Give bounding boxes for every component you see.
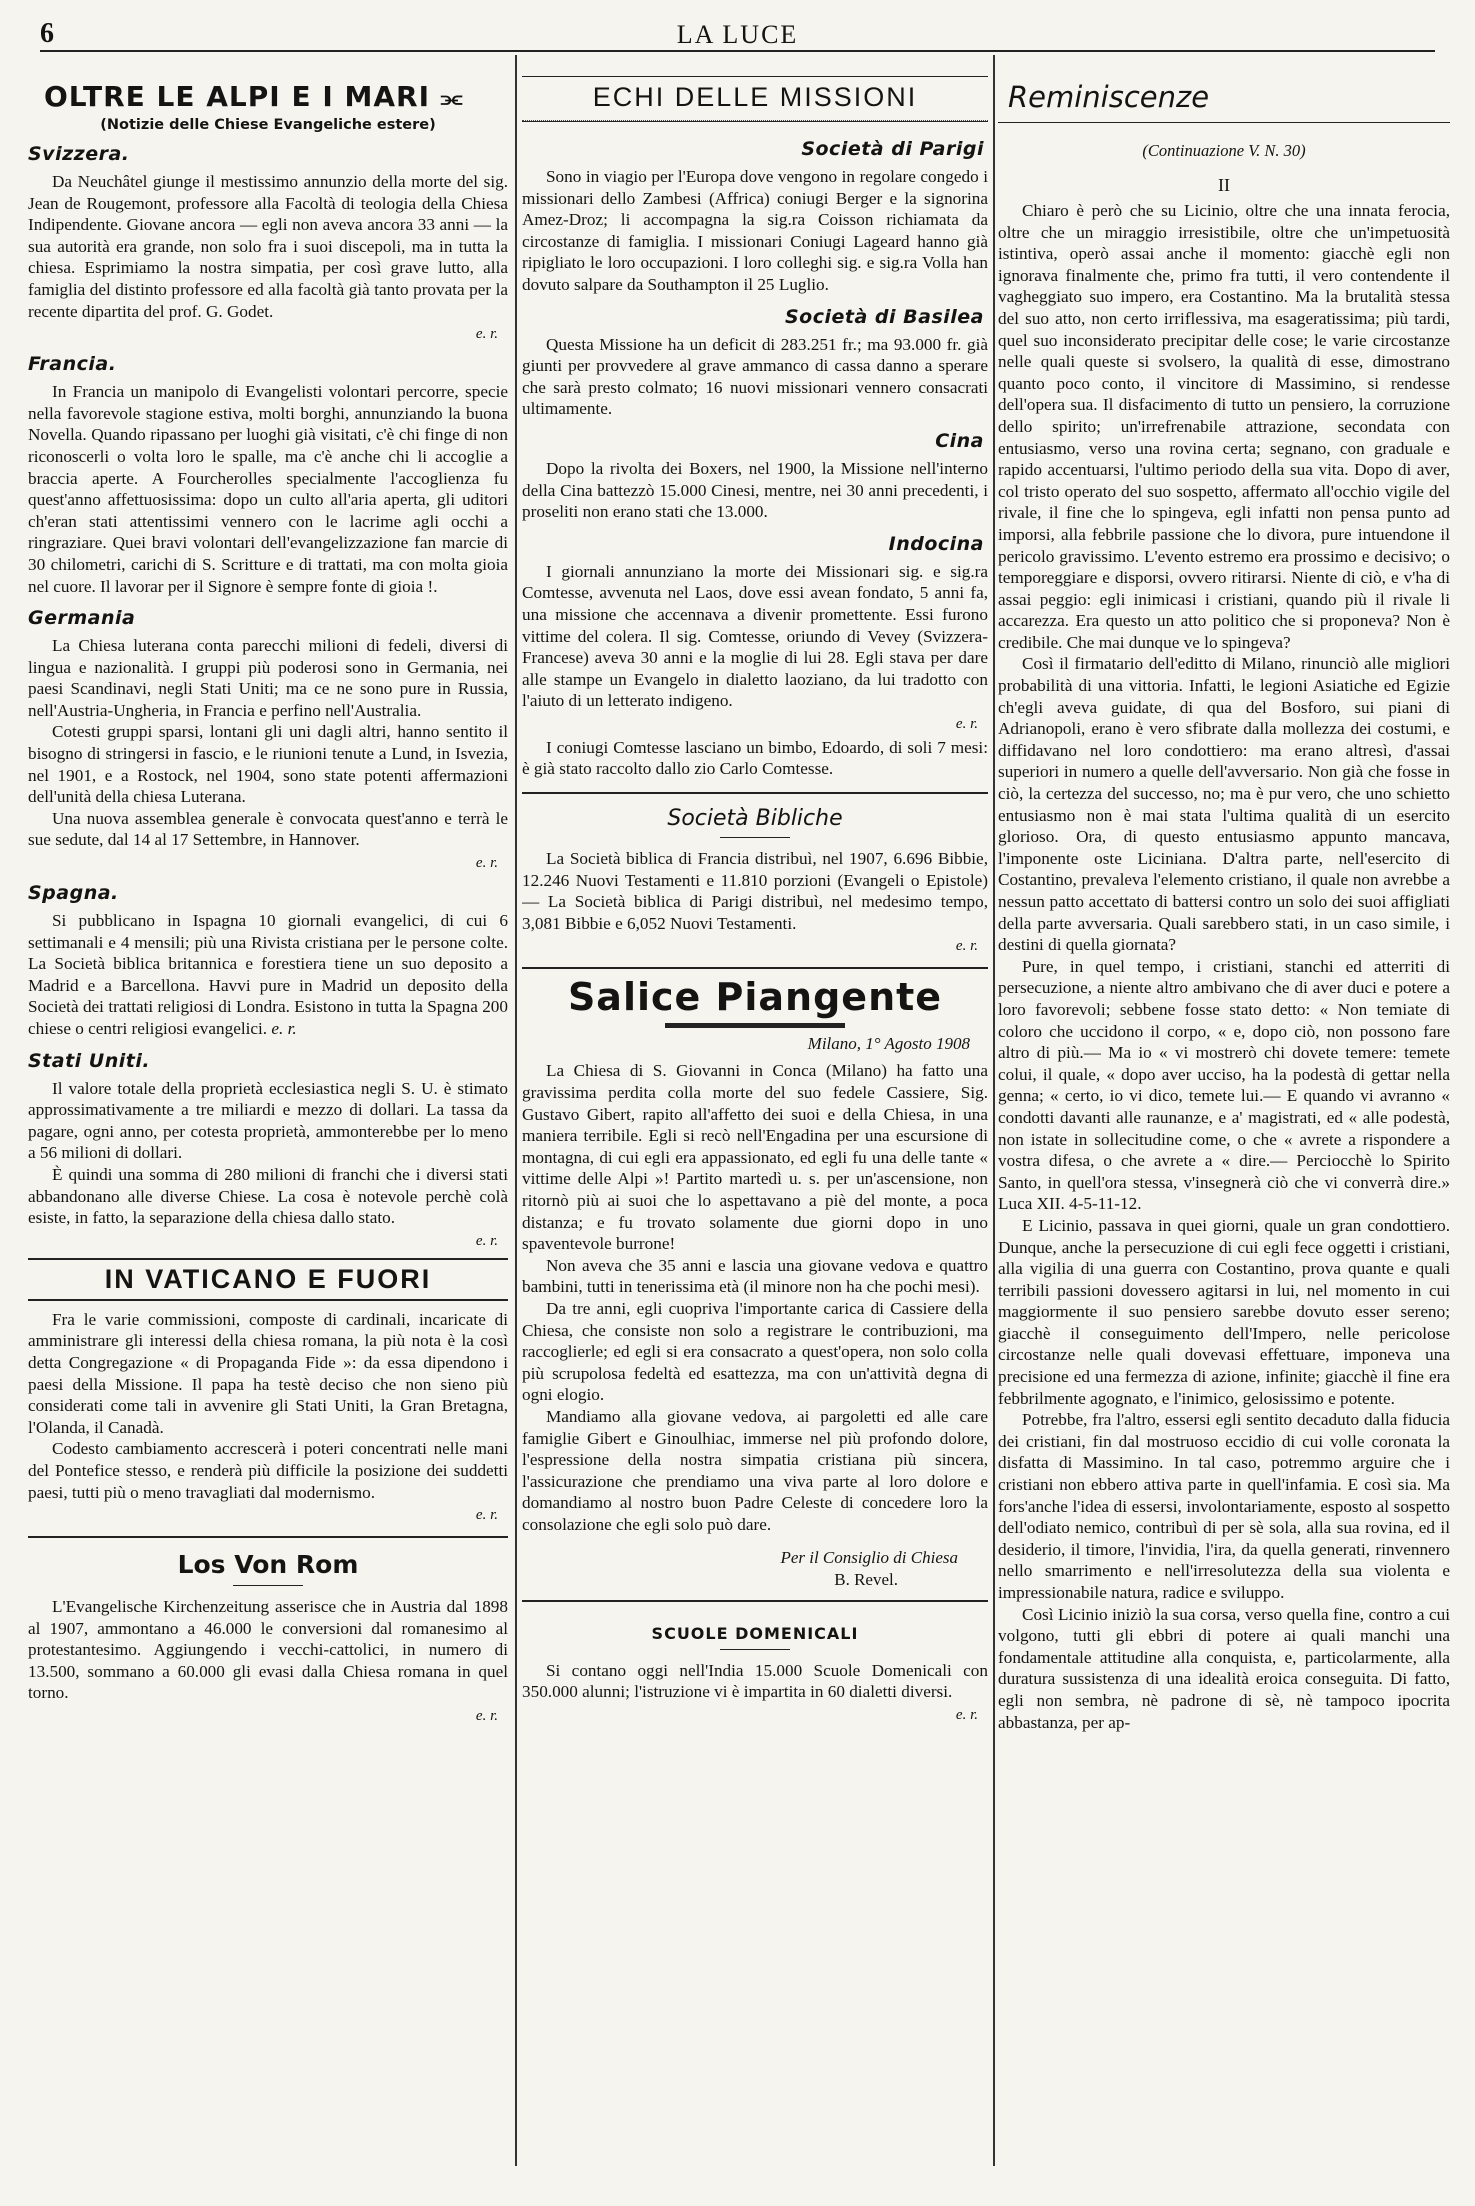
section-rule [522,967,988,969]
article-germania-p2: Cotesti gruppi sparsi, lontani gli uni dagli altri, hanno sentito il bisogno di stringersi in fascio, e le riunioni tenute a Lund, in Isvezia, nel 1901, e a Rostock, nel 1904, sono state potenti affermazioni dell'unità della chiesa Luterana. [28,722,508,807]
heading-basilea: Società di Basilea [785,305,984,328]
heading-indocina: Indocina [888,532,984,555]
signature: e. r. [955,938,978,955]
signoff: Per il Consiglio di Chiesa [780,1547,958,1567]
article-salice-p3: Da tre anni, egli cuopriva l'importante carica di Cassiere della Chiesa, che consiste non solo a registrare le contribuzioni, ma raccoglierle; ed egli si era consacrato a quest'opera, non solo colla più scrupolosa fedeltà ed esattezza, ma con un'attività degna di ogni elogio. [522,1298,988,1405]
signature: e. r. [475,1232,498,1249]
article-reminiscenze-p1: Chiaro è però che su Licinio, oltre che una innata ferocia, oltre che un miraggio irresistibile, oltre che un'impetuosità istintiva, operò assai anche il momento: giacchè egli non ignorava finalmente che, primo fra tutti, il vero contendente il vagheggiato suo impero, era Costantino. Ma la brutalità stessa del suo atto, non certo irriflessiva, ma esageratissima; più tardi, quel suo inconsiderato precipitar delle cose; le varie circostanze nelle quali queste si svolsero, la qualità di esse, dimostrano quanto poco conto, il vincitore di Massimino, si rendesse dell'opera sua. Il disfacimento di tutto un pensiero, la corruzione dello spirito; un'irrefrenabile attrazione, secondata con entusiasmo, verso una rovina certa; segnano, con graduale e rapido accentuarsi, l'ultimo periodo della sua vita. Dopo di aver, col tristo operato del suo sospetto, affermato all'occhio vigile del rivale, il fine che lo spingeva, egli infatti non pensa punto ad imporsi, alla febbrile passione che lo divora, pure intuendone il pericolo gravissimo. L'evento estremo era prossimo e decisivo; o temporeggiare e disporsi, ovvero ritirarsi. Niente di ciò, e v'ha di assai peggio: egli inimicasi i cristiani, quando più il rivale li accarezza. Era questo un atto politico che si proponeva? Non è credibile. Che mai dunque ve lo spingeva? [998,201,1450,652]
article-reminiscenze-p5: Potrebbe, fra l'altro, essersi egli sentito decaduto dalla fiducia dei cristiani, fin dal mostruoso eccidio di cui volle coronata la disfatta di Massimino. In tal caso, potremmo arguire che i cristiani non ebbero attiva parte in quell'infamia. E così sia. Ma fors'anche l'idea di essersi, involontariamente, esposto al sospetto dell'odiato nemico, contribuì di per sè sola, alla sua rovina, ed il desiderio, il timore, l'invidia, l'ira, da quella generati, rinvennero nello smarrimento e nell'irresolutezza della sua violenta e impressionabile natura, radice e sviluppo. [998,1410,1450,1602]
section-rule [522,792,988,794]
section-rule [522,1600,988,1602]
article-salice-p1: La Chiesa di S. Giovanni in Conca (Milano) ha fatto una gravissima perdita colla morte del suo fedele Cassiere, Sig. Gustavo Gibert, rapito all'affetto dei suoi e della Chiesa, in una maniera terribile. Egli si recò nell'Engadina per una escursione di montagna, di cui egli era appassionato, ed egli fu una delle tante « vittime delle Alpi »! Partito martedì u. s. per un'ascensione, non ritornò più ai suoi che lo aspettavano a piè del monte, a poca distanza; e fu trovato solamente due giorni dopo in uno spaventevole burrone! [522,1061,988,1254]
article-reminiscenze-p6: Così Licinio iniziò la sua corsa, verso quella fine, contro a cui volgono, tutti gli ebbri di potere ai quali manchi una fondamentale attitudine alla conquista, e, particolarmente, alla duratura sussistenza di una idealità eroica conseguita. Di fatto, egli non sembra, nè padrone di sè, nè tampoco ipocrita abbastanza, per ap- [998,1604,1450,1732]
signature: e. r. [475,326,498,343]
article-societa-bibliche: La Società biblica di Francia distribuì, nel 1907, 6.696 Bibbie, 12.246 Nuovi Testamenti e 11.810 porzioni (Evangeli o Epistole) — La Società biblica di Parigi distribuì, nel medesimo tempo, 3,081 Bibbie e 6,052 Nuovi Testamenti. [522,849,988,933]
article-reminiscenze-p3: Pure, in quel tempo, i cristiani, stanchi ed atterriti di persecuzione, a niente altro ambivano che di aver duci e potere a loro favorevoli; sebbene fosse stato detto: « Non temiate di coloro che uccidono il corpo, « e, dopo ciò, non possono fare altro di più.— Ma io « vi mostrerò chi dovete temere: temete colui, il quale, « dopo aver ucciso, ha la podestà di gettar nella genna; « certo, io vi dico, temete lui.— E quando vi avranno « condotti davanti alle raunanze, e a' magistrati, ed « alle podestà, non istate in sollecitudine come, o che « avrete a rispondere a vostra difesa, o che avrete a « dire.— Perciocchè lo Spirito Santo, in quell'ora stessa, v'insegnerà ciò che vi converrà dire.» Luca XII. 4-5-11-12. [998,956,1450,1214]
article-indocina-p2: I coniugi Comtesse lasciano un bimbo, Edoardo, di soli 7 mesi: è già stato raccolto dallo zio Carlo Comtesse. [522,737,988,779]
heading-stati-uniti: Stati Uniti. [28,1049,151,1072]
section-title-echi: ECHI DELLE MISSIONI [522,77,988,121]
article-scuole: Si contano oggi nell'India 15.000 Scuole Domenicali con 350.000 alunni; l'istruzione vi è impartita in 60 dialetti diversi. [522,1660,988,1702]
article-indocina-p1: I giornali annunziano la morte dei Missionari sig. e sig.ra Comtesse, avvenuta nel Laos, dove essi avean fondato, 5 anni fa, una missione che accennava a divenir promettente. Essi furono vittime del colera. Il sig. Comtesse, oriundo di Vevey (Svizzera-Francese) aveva 30 anni e la moglie di lui 28. Egli stava per dare alle stampe un Evangelo in dialetto laoziano, da lui tradotto con l'aiuto di un letterato indigeno. [522,561,988,711]
article-stati-uniti-p1: Il valore totale della proprietà ecclesiastica negli S. U. è stimato approssimativamente a tre miliardi e mezzo di dollari. La tassa da pagare, ogni anno, per cotesta proprietà, ammonterebbe per lo meno a 56 milioni di dollari. [28,1078,508,1163]
dateline: Milano, 1° Agosto 1908 [807,1034,970,1054]
signature: e. r. [271,1019,297,1038]
page-number: 6 [40,18,54,49]
section-rule [998,122,1450,123]
section-title-societa-bibliche: Società Bibliche [667,806,843,832]
article-germania-p3: Una nuova assemblea generale è convocata quest'anno e terrà le sue sedute, dal 14 al 17 Settembre, in Hannover. [28,808,508,850]
signature: e. r. [475,1507,498,1524]
article-parigi: Sono in viagio per l'Europa dove vengono in regolare congedo i missionari dello Zambesi (Affrica) coniugi Berger e la signorina Amez-Droz; li accompagna la sig.ra Coisson richiamata da circostanze di famiglia. I missionari Coniugi Lageard hanno già ripigliato le loro occupazioni. I loro colleghi sig. e sig.ra Volla han dovuto salpare da Southampton il 25 Luglio. [522,167,988,294]
section-title-reminiscenze: Reminiscenze [1008,80,1210,114]
heading-germania: Germania [28,607,136,630]
signature: e. r. [955,1706,978,1723]
pen-ornament-icon: ⫘ [440,84,464,112]
article-reminiscenze-p4: E Licinio, passava in quei giorni, quale un gran condottiero. Dunque, anche la persecuzione di cui egli fece oggetti i cristiani, alla vigilia di una guerra con Costantino, prova quante e quali terribili passioni dovessero agitarsi in lui, nel momento in cui maggiormente il suo pensiero sarebbe dovuto esser sereno; giacchè il conseguimento dell'Impero, nelle pericolose circostanze nelle quali dovevasi effettuare, imponeva una precisione ed una fermezza di azione, infinite; giacchè il fine era febbrilmente agognato, e l'inimico, gelosissimo e potente. [998,1215,1450,1408]
short-rule [720,837,790,838]
short-rule [720,1649,790,1650]
heading-parigi: Società di Parigi [801,138,984,160]
heading-francia: Francia. [28,353,117,376]
signature: e. r. [955,715,978,732]
article-francia: In Francia un manipolo di Evangelisti volontari percorre, specie nella favorevole stagione estiva, molti borghi, annunziando la buona Novella. Quando ripassano per luoghi già visitati, c'è chi finge di non riconoscerli o volta loro le spalle, ma c'è anche chi li accoglie a braccia aperte. A Fourcherolles specialmente l'accoglienza fu quest'anno affettuosissima: dopo un culto all'aria aperta, gli uditori ch'eran stati attentissimi vennero con le lacrime agli occhi a ringraziare. Quei bravi volontari dell'evangelizzazione fan marcie di 30 chilometri, carichi di S. Scritture e di trattati, ma con molta gioia nel cuore. Il lavorar per il Signore è sempre fonte di gioia !. [28,382,508,596]
page-header [40,18,1435,49]
continuation-note: (Continuazione V. N. 30) [1142,141,1306,160]
heading-cina: Cina [935,429,984,452]
section-rule [522,121,988,122]
heading-svizzera: Svizzera. [28,143,130,165]
article-cina: Dopo la rivolta dei Boxers, nel 1900, la Missione nell'interno della Cina battezzò 15.000 Cinesi, mentre, nei 30 anni precedenti, i proseliti non erano stati che 13.000. [522,458,988,522]
article-vaticano-p2: Codesto cambiamento accrescerà i poteri concentrati nelle mani del Pontefice stesso, e renderà più difficile la posizione dei suddetti paesi, tutti più o meno travagliati dal modernismo. [28,1439,508,1502]
masthead-title: LA LUCE [676,20,799,49]
section-title-oltre: OLTRE LE ALPI E I MARI ⫘ [44,80,464,113]
signature: e. r. [475,855,498,872]
section-rule [28,1536,508,1538]
section-title-salice: Salice Piangente [567,975,943,1020]
article-salice-p2: Non aveva che 35 anni e lascia una giovane vedova e quattro bambini, tutti in tenerissima età (il minore non ha che pochi mesi). [522,1255,988,1297]
article-salice-p4: Mandiamo alla giovane vedova, ai pargoletti ed alle care famiglie Gibert e Ginoulhiac, immerse nel più profondo dolore, l'espressione della nostra simpatia cristiana più sincera, l'assicurazione che prendiamo una viva parte al loro dolore e domandiamo al nostro buon Padre Celeste di concedere loro la consolazione che egli solo può dare. [522,1406,988,1534]
heading-spagna: Spagna. [28,882,119,905]
section-numeral: II [1218,175,1230,195]
article-vaticano-p1: Fra le varie commissioni, composte di cardinali, incaricate di amministrare gli interessi della chiesa romana, la più nota è la così detta Congregazione « di Propaganda Fide »: da essa dipendono i paesi della Missione. Il papa ha testè deciso che non sieno più considerati come tali in avvenire gli Stati Uniti, la Gran Bretagna, l'Olanda, il Canadà. [28,1309,508,1437]
article-svizzera: Da Neuchâtel giunge il mestissimo annunzio della morte del sig. Jean de Rougemont, professore alla Facoltà di teologia della Chiesa Indipendente. Giovane ancora — egli non aveva ancora 33 anni — la sua autorità era grande, non solo fra i suoi discepoli, ma in tutta la chiesa. Esprimiamo la nostra simpatia, per così grave lutto, alla famiglia del distinto professore ed alla facoltà già tanto provata per la recente dipartita del prof. G. Godet. [28,172,508,321]
article-germania-p1: La Chiesa luterana conta parecchi milioni di fedeli, diversi di lingua e nazionalità. I gruppi più poderosi sono in Germania, nei paesi Scandinavi, negli Stati Uniti; ma ce ne sono pure in Russia, nell'Austria-Ungheria, in Francia e perfino nell'Australia. [28,636,508,720]
column-middle [522,62,988,2176]
article-reminiscenze-p2: Così il firmatario dell'editto di Milano, rinunciò alle migliori probabilità di una vittoria. Infatti, le legioni Asiatiche ed Egizie ch'egli aveva guidate, di qua del Bosforo, sui piani di Adrianopoli, erano è vero sfibrate dalla mollezza dei costumi, e diffidavano nel loro condottiero: ma erano altresì, d'assai superiori in numero a quelle dell'avversario. Non già che fosse in ciò, la certezza del successo, no; ma è pur vero, che uno schietto entusiasmo non è mai stata l'ultima qualità di un esercito glorioso. Ora, di questo entusiasmo appunto mancava, l'imponente oste Liciniana. D'altra parte, nell'esercito di Costantino, prevaleva l'elemento cristiano, il quale non avrebbe a nessun patto accettato di battersi contro un solo dei suoi affigliati della parte avversaria. Quali sarebbero stati, in un caso simile, i destini di quella giornata? [998,654,1450,955]
section-title-vaticano: IN VATICANO E FUORI [28,1258,508,1301]
article-spagna: Si pubblicano in Ispagna 10 giornali evangelici, di cui 6 settimanali e 4 mensili; più una Rivista cristiana per le persone colte. La Società biblica britannica e forestiera tiene un suo deposito a Madrid e a Barcellona. Havvi pure in Madrid un deposito della Società dei trattati religiosi di Londra. Esistono in tutta la Spagna 200 chiese o centri religiosi evangelici. e. r. [28,911,508,1038]
column-divider-1 [515,55,517,2166]
header-rule [40,50,1435,52]
section-subtitle: (Notizie delle Chiese Evangeliche estere) [100,117,436,133]
title-underline [665,1023,845,1028]
column-right [998,62,1450,2176]
article-los-von-rom: L'Evangelische Kirchenzeitung asserisce che in Austria dal 1898 al 1907, ammontano a 46.000 le conversioni dal romanesimo al protestantesimo. Aggiungendo i vecchi-cattolici, in numero di 13.500, sommano a 60.000 gli evasi dalla Chiesa romana in quel torno. [28,1597,508,1703]
short-rule [233,1585,303,1586]
column-left [28,62,508,2176]
article-stati-uniti-p2: È quindi una somma di 280 milioni di franchi che i diversi stati abbandonano alle diverse Chiese. La cosa è notevole perchè colà esiste, in fatto, la separazione della chiesa dallo stato. [28,1164,508,1228]
article-basilea: Questa Missione ha un deficit di 283.251 fr.; ma 93.000 fr. già giunti per provvedere al grave ammanco di cassa danno a sperare che sarà presto colmato; 16 nuovi missionari vennero consacrati ultimamente. [522,334,988,419]
section-title-los-von-rom: Los Von Rom [177,1550,359,1580]
signature: e. r. [475,1708,498,1725]
section-title-scuole: SCUOLE DOMENICALI [651,1623,859,1643]
column-divider-2 [993,55,995,2166]
signer-name: B. Revel. [834,1569,898,1589]
